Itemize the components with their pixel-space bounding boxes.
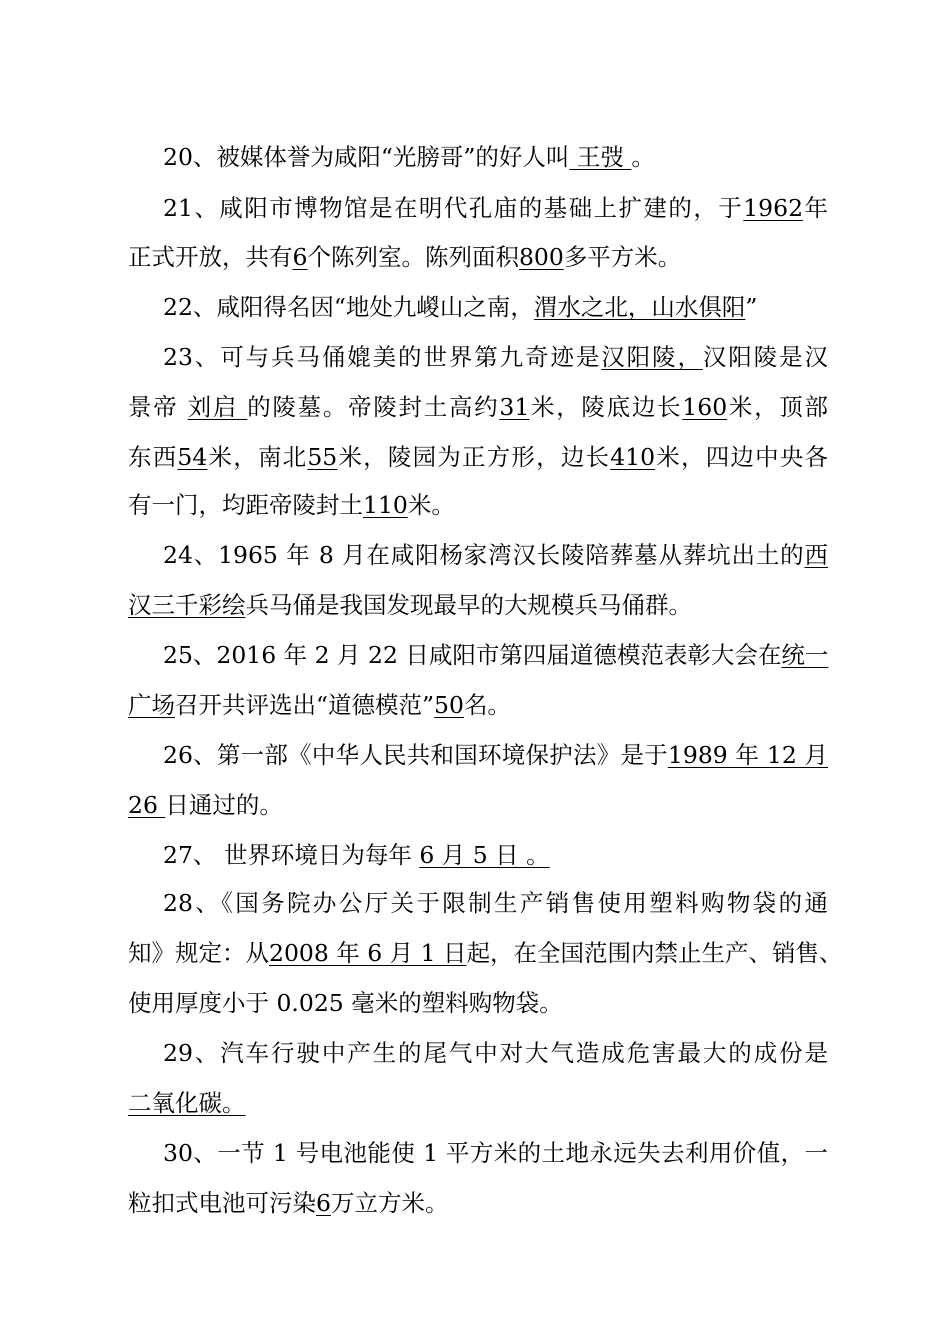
question-text: 粒扣式电池可污染: [128, 1189, 316, 1217]
answer-blank: 6: [316, 1189, 331, 1217]
text-line: [128, 242, 828, 272]
text-line: [163, 1038, 828, 1068]
answer-blank: 50: [434, 691, 464, 719]
question-text: 东西: [128, 443, 178, 471]
text-line: [128, 1188, 828, 1218]
question-text: 。: [631, 143, 655, 171]
question-text: 万立方米。: [330, 1189, 449, 1217]
text-line: [163, 888, 828, 918]
text-line: [163, 142, 828, 172]
answer-blank: 6 月 5 日 。: [419, 841, 550, 869]
question-text: 多平方米。: [563, 243, 682, 271]
question-text: 正式开放，共有: [128, 243, 293, 271]
answer-blank: 二氧化碳。: [128, 1089, 246, 1117]
text-line: [128, 1088, 828, 1118]
text-line: [163, 540, 828, 570]
text-line: [163, 342, 828, 372]
question-text: 米，四边中央各: [655, 443, 829, 471]
question-text: 名。: [463, 691, 511, 719]
text-line: [128, 790, 828, 820]
text-line: [163, 193, 828, 223]
question-text: 27、 世界环境日为每年: [163, 841, 420, 869]
answer-blank: 54: [177, 443, 208, 471]
question-text: 21、咸阳市博物馆是在明代孔庙的基础上扩建的，于: [163, 194, 744, 222]
text-line: [128, 392, 828, 422]
answer-blank: 800: [518, 243, 564, 271]
question-text: 米，南北: [207, 443, 308, 471]
question-text: 知》规定：从: [128, 939, 269, 967]
question-text: 米，陵园为正方形，边长: [337, 443, 611, 471]
question-text: 25、2016 年 2 月 22 日咸阳市第四届道德模范表彰大会在: [163, 641, 782, 669]
text-line: [163, 840, 828, 870]
question-text: 26、第一部《中华人民共和国环境保护法》是于: [163, 741, 668, 769]
text-line: [128, 590, 828, 620]
answer-blank: 110: [363, 491, 408, 519]
question-text: 23、可与兵马俑媲美的世界第九奇迹是: [163, 343, 602, 371]
text-line: [128, 690, 828, 720]
text-line: [128, 490, 828, 520]
question-text: 个陈列室。陈列面积: [307, 243, 519, 271]
question-text: 起，在全国范围内禁止生产、销售、: [466, 939, 843, 967]
question-text: 米，顶部: [727, 393, 829, 421]
question-text: 29、汽车行驶中产生的尾气中对大气造成危害最大的成份是: [163, 1039, 828, 1067]
text-line: [128, 442, 828, 472]
answer-blank: 31: [499, 393, 530, 421]
text-line: [128, 988, 828, 1018]
text-line: [163, 640, 828, 670]
question-text: 的陵墓。帝陵封土高约: [247, 393, 500, 421]
question-text: 28、《国务院办公厅关于限制生产销售使用塑料购物袋的通: [163, 889, 828, 917]
answer-blank: 1962: [743, 194, 804, 222]
question-text: 22、咸阳得名因“地处九嵕山之南，: [163, 293, 534, 321]
answer-blank: 统一: [781, 641, 829, 669]
question-text: 景帝: [128, 393, 188, 421]
question-text: 30、一节 1 号电池能使 1 平方米的土地永远失去利用价值，一: [163, 1139, 828, 1167]
answer-blank: 汉三千彩绘: [128, 591, 246, 619]
answer-blank: 西: [804, 541, 828, 569]
text-line: [128, 938, 843, 968]
question-text: 召开共评选出“道德模范”: [175, 691, 435, 719]
answer-blank: 广场: [128, 691, 175, 719]
answer-blank: 刘启: [187, 393, 248, 421]
answer-blank: 26: [128, 791, 166, 819]
text-line: [163, 1138, 828, 1168]
question-text: 24、1965 年 8 月在咸阳杨家湾汉长陵陪葬墓从葬坑出土的: [163, 541, 805, 569]
question-text: 日通过的。: [165, 791, 283, 819]
question-text: 汉阳陵是汉: [702, 343, 829, 371]
question-text: 米，陵底边长: [529, 393, 683, 421]
answer-blank: 1989 年 12 月: [667, 741, 828, 769]
question-text: 年: [803, 194, 828, 222]
question-text: 米。: [407, 491, 455, 519]
answer-blank: 160: [682, 393, 728, 421]
text-line: [163, 740, 828, 770]
answer-blank: 渭水之北，山水俱阳: [533, 293, 746, 321]
answer-blank: 55: [307, 443, 338, 471]
answer-blank: 410: [610, 443, 656, 471]
question-text: 使用厚度小于 0.025 毫米的塑料购物袋。: [128, 989, 563, 1017]
question-text: 兵马俑是我国发现最早的大规模兵马俑群。: [245, 591, 692, 619]
question-text: ”: [745, 293, 758, 321]
text-line: [163, 292, 828, 322]
question-text: 有一门，均距帝陵封土: [128, 491, 363, 519]
question-text: 20、被媒体誉为咸阳“光膀哥”的好人叫: [163, 143, 570, 171]
answer-blank: 2008 年 6 月 1 日: [269, 939, 467, 967]
answer-blank: 汉阳陵，: [601, 343, 703, 371]
answer-blank: 6: [292, 243, 308, 271]
answer-blank: 王弢: [569, 143, 632, 171]
